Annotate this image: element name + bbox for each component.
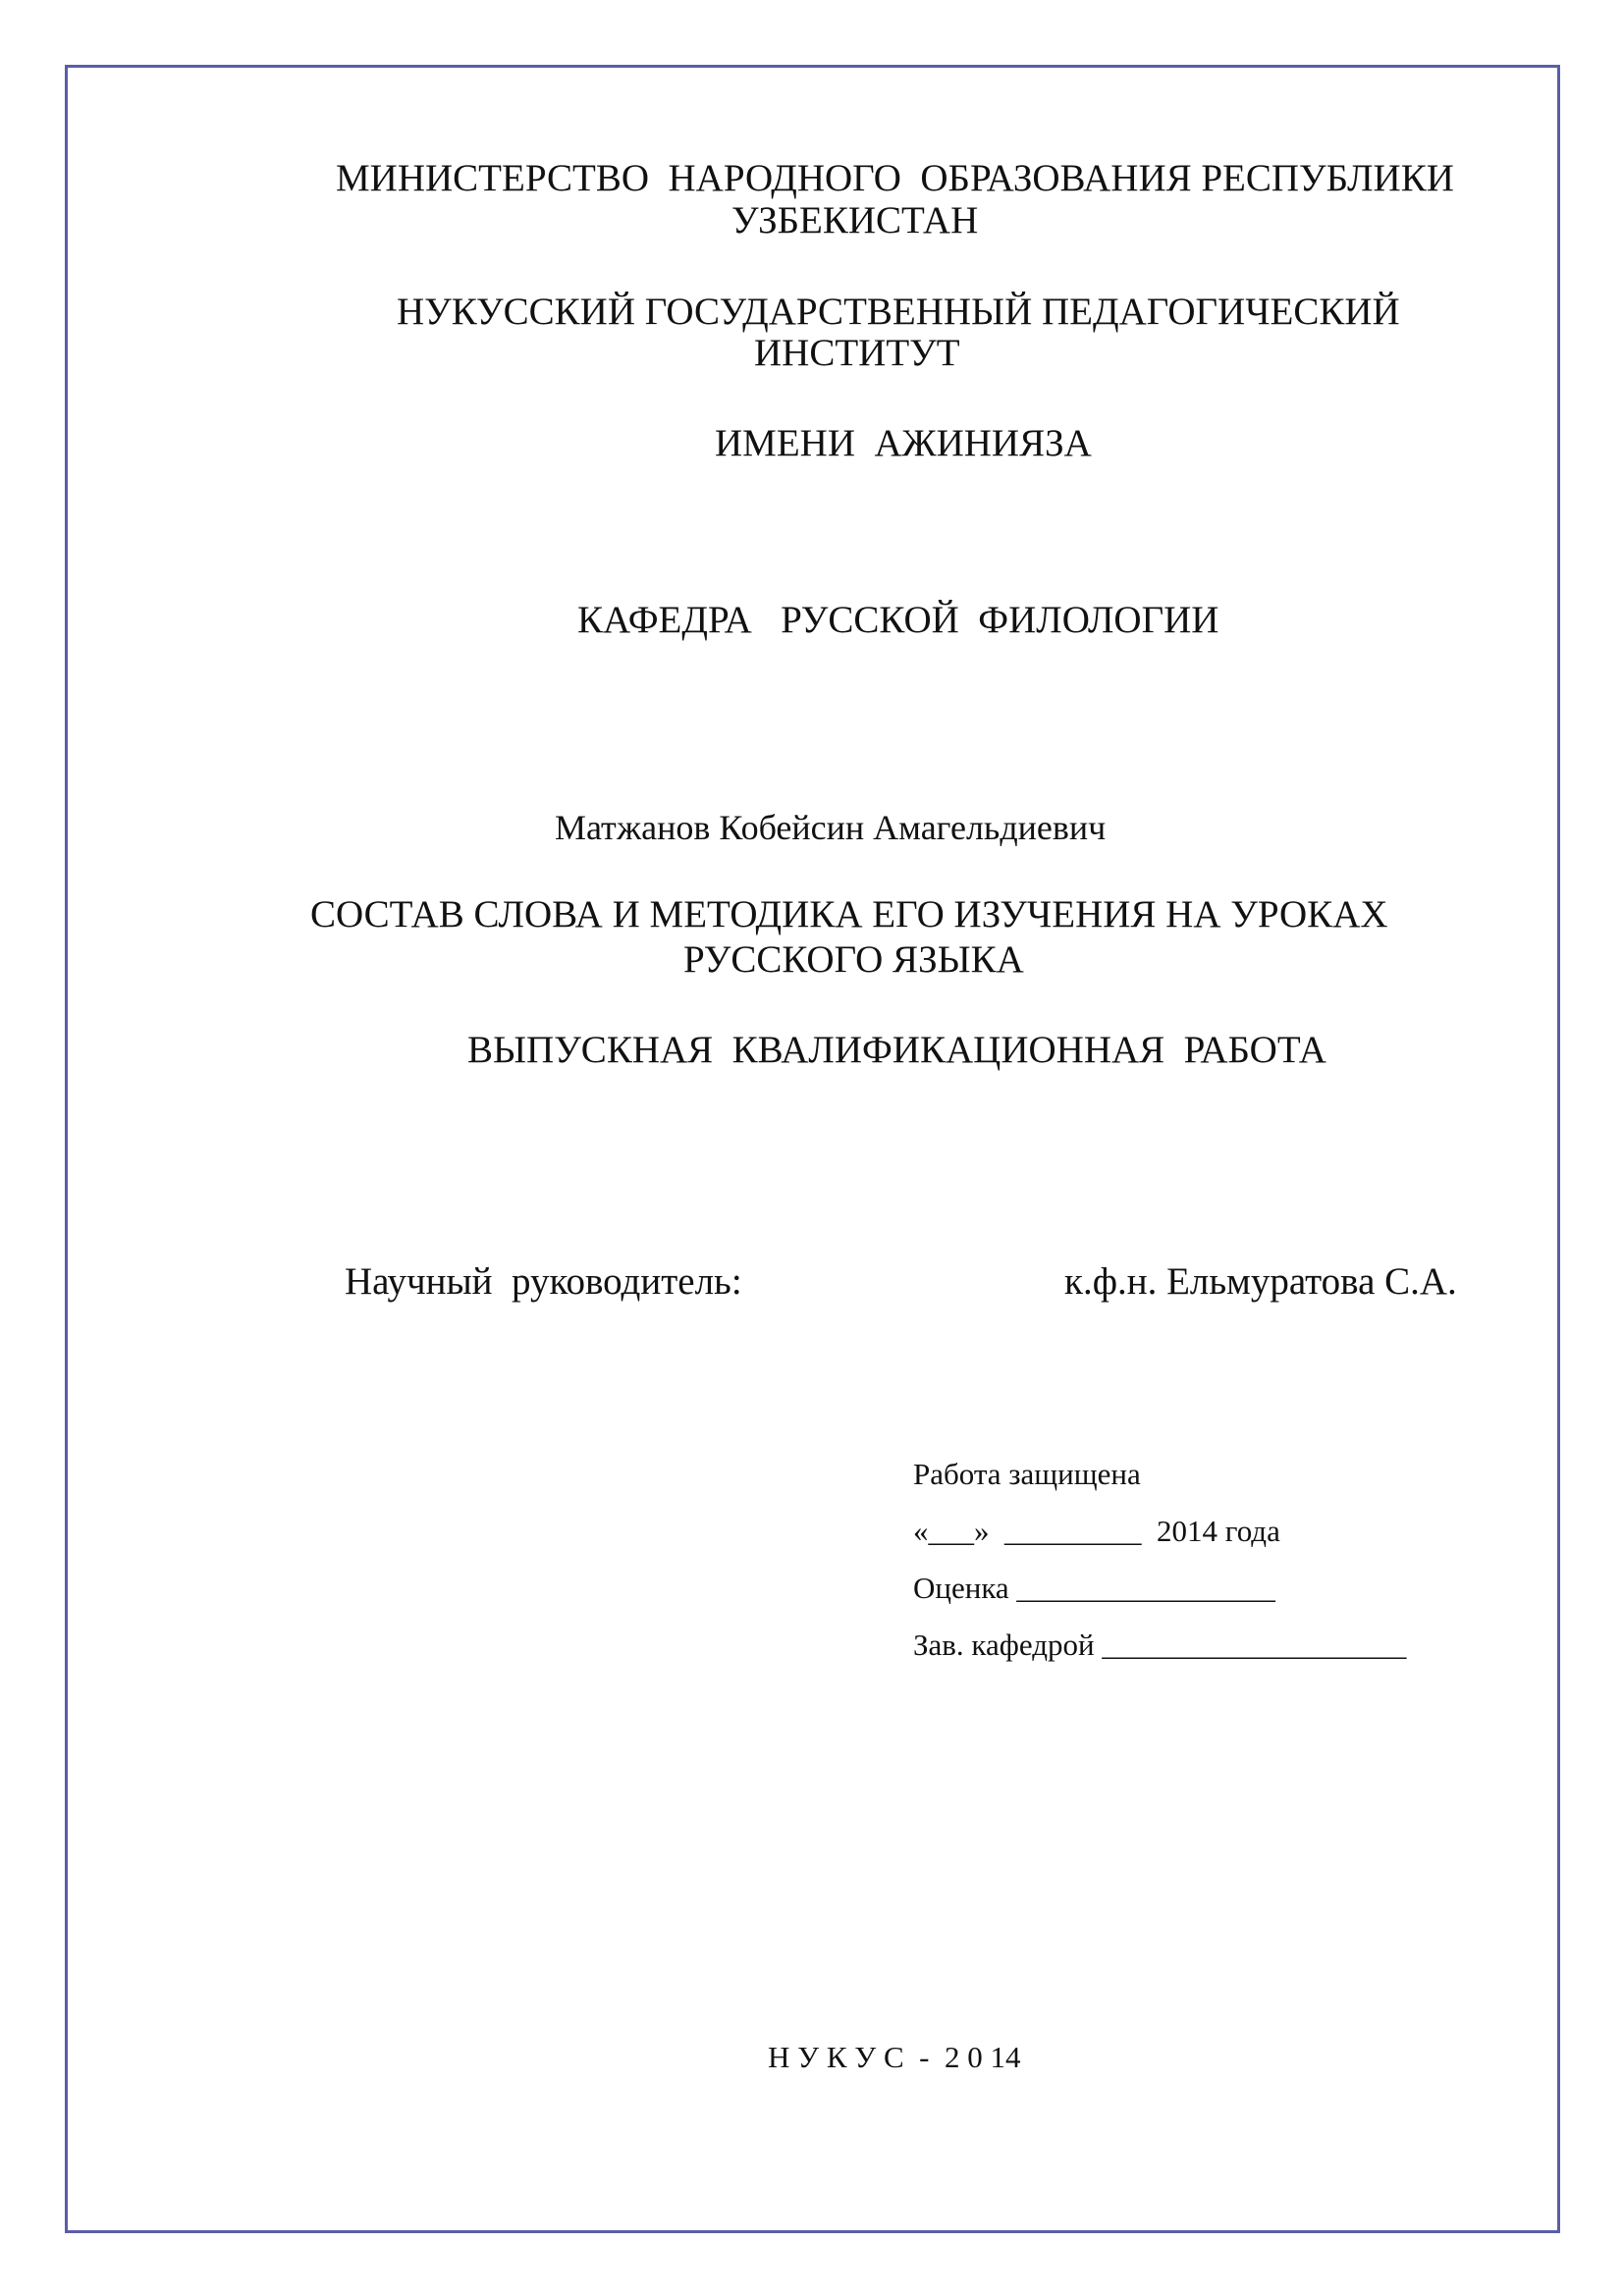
- author-name: Матжанов Кобейсин Амагельдиевич: [555, 808, 1107, 847]
- department-head-signature: Зав. кафедрой ____________________: [913, 1628, 1407, 1662]
- page-border: [65, 65, 1560, 2233]
- defense-grade: Оценка _________________: [913, 1571, 1275, 1605]
- ministry-line-2: УЗБЕКИСТАН: [731, 199, 979, 241]
- supervisor-label: Научный руководитель:: [345, 1260, 742, 1303]
- work-type: ВЫПУСКНАЯ КВАЛИФИКАЦИОННАЯ РАБОТА: [467, 1029, 1326, 1071]
- institute-line-1: НУКУССКИЙ ГОСУДАРСТВЕННЫЙ ПЕДАГОГИЧЕСКИЙ: [397, 291, 1400, 333]
- thesis-title-line-2: РУССКОГО ЯЗЫКА: [683, 938, 1024, 981]
- supervisor-name: к.ф.н. Ельмуратова С.А.: [1064, 1260, 1457, 1303]
- department-name: КАФЕДРА РУССКОЙ ФИЛОЛОГИИ: [577, 599, 1219, 641]
- named-after: ИМЕНИ АЖИНИЯЗА: [715, 422, 1092, 464]
- defense-status: Работа защищена: [913, 1457, 1141, 1491]
- ministry-line-1: МИНИСТЕРСТВО НАРОДНОГО ОБРАЗОВАНИЯ РЕСПУБЛИКИ: [336, 157, 1454, 199]
- institute-line-2: ИНСТИТУТ: [754, 332, 960, 374]
- thesis-title-line-1: СОСТАВ СЛОВА И МЕТОДИКА ЕГО ИЗУЧЕНИЯ НА УРОКАХ: [310, 893, 1388, 935]
- city-year: Н У К У С - 2 0 14: [768, 2040, 1021, 2074]
- defense-date: «___» _________ 2014 года: [913, 1514, 1280, 1548]
